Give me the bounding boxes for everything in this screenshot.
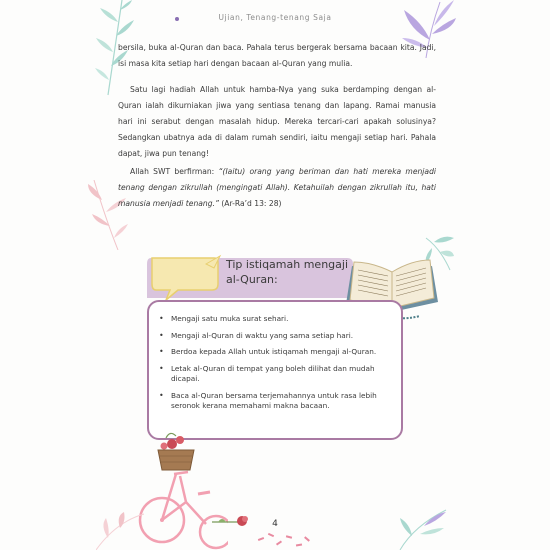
- running-head: Ujian, Tenang-tenang Saja: [218, 13, 332, 22]
- quran-quote: “(Iaitu) orang yang beriman dan hati mereka menjadi tenang dengan zikrullah (mengingati Allah). Ketahuilah dengan zikrullah itu, hati manusia menjadi tenang.”: [118, 167, 436, 208]
- quote-reference: (Ar-Ra’d 13: 28): [218, 199, 282, 208]
- tip-title: Tip istiqamah mengaji al-Quran:: [226, 258, 349, 286]
- list-item: • Mengaji al-Quran di waktu yang sama setiap hari.: [159, 331, 387, 342]
- paragraph-2-text: Satu lagi hadiah Allah untuk hamba-Nya yang suka berdamping dengan al-Quran ialah dikurniakan jiwa yang sentiasa tenang dan lapang. Ramai manusia hari ini serabut dengan masalah hidup. Mereka tercari-cari apakah solusinya? Sedangkan ubatnya ada di dalam rumah sendiri, iaitu mengaji setiap hari. Pahala dapat, jiwa pun tenang!: [118, 85, 436, 158]
- list-item: • Baca al-Quran bersama terjemahannya untuk rasa lebih seronok kerana memahami makna bacaan.: [159, 391, 387, 412]
- paragraph-1-text: bersila, buka al-Quran dan baca. Pahala terus bergerak bersama bacaan kita. Jadi, isi masa kita setiap hari dengan bacaan al-Quran yang mulia.: [118, 43, 436, 68]
- page-number: 4: [272, 519, 278, 529]
- paragraph-3-text: [118, 164, 436, 212]
- list-item: • Berdoa kepada Allah untuk istiqamah mengaji al-Quran.: [159, 347, 387, 358]
- paragraph-1: [118, 40, 436, 72]
- paragraph-2: [118, 82, 436, 162]
- tip-box: [147, 300, 403, 440]
- leaf-decoration-bottom-left: [96, 512, 146, 550]
- quote-lead: Allah SWT berfirman:: [130, 167, 219, 176]
- list-item: • Mengaji satu muka surat sehari.: [159, 314, 387, 325]
- speech-bubble-icon: [148, 254, 222, 302]
- list-item: • Letak al-Quran di tempat yang boleh dilihat dan mudah dicapai.: [159, 364, 387, 385]
- tip-list: [149, 302, 401, 412]
- bicycle-illustration: [136, 428, 228, 550]
- sprinkle-decoration: [256, 530, 316, 550]
- paragraph-3: [118, 164, 436, 212]
